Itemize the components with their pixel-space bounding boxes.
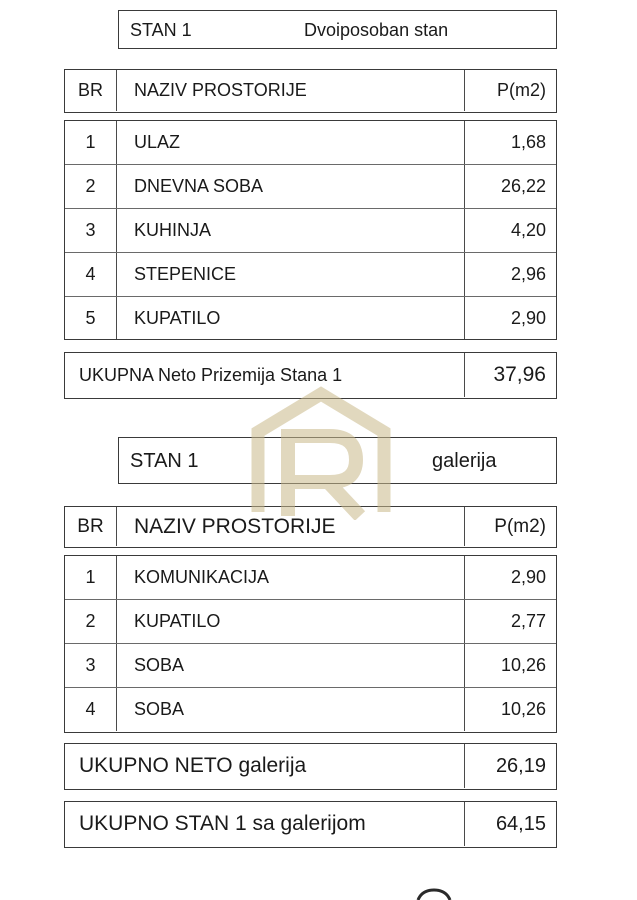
room-name: KUPATILO — [134, 307, 221, 328]
table-row — [65, 643, 556, 687]
row-number: 1 — [65, 121, 117, 164]
section1-type-label: Dvoiposoban stan — [304, 20, 449, 40]
column-name: NAZIV PROSTORIJE — [134, 80, 307, 100]
table-row — [65, 687, 556, 731]
room-area: 10,26 — [464, 644, 556, 687]
room-area: 2,77 — [464, 600, 556, 643]
section2-total — [64, 743, 557, 790]
room-area: 4,20 — [464, 209, 556, 252]
section2-column-header — [64, 506, 557, 548]
table-row — [65, 556, 556, 599]
grand-total-value: 64,15 — [464, 802, 556, 846]
table-row — [65, 121, 556, 164]
room-area: 10,26 — [464, 688, 556, 731]
room-area: 26,22 — [464, 165, 556, 208]
room-name: SOBA — [134, 699, 185, 719]
section2-stan-label: STAN 1 — [130, 450, 199, 472]
section1-column-header — [64, 69, 557, 113]
section2-total-label: UKUPNO NETO galerija — [79, 754, 307, 777]
room-area: 2,90 — [464, 556, 556, 599]
room-name: KUPATILO — [134, 611, 221, 631]
row-number: 4 — [65, 688, 117, 731]
column-area: P(m2) — [464, 507, 556, 546]
grand-total-label: UKUPNO STAN 1 sa galerijom — [79, 812, 366, 835]
section2-table — [64, 555, 557, 733]
grand-total — [64, 801, 557, 848]
table-row — [65, 252, 556, 296]
section1-total-label: UKUPNA Neto Prizemija Stana 1 — [79, 364, 343, 385]
row-number: 1 — [65, 556, 117, 599]
section2-total-value: 26,19 — [464, 744, 556, 788]
section1-total — [64, 352, 557, 399]
room-name: STEPENICE — [134, 264, 237, 284]
row-number: 3 — [65, 644, 117, 687]
section1-header — [118, 10, 557, 49]
section2-header — [118, 437, 557, 484]
column-br: BR — [65, 70, 117, 111]
room-area: 2,90 — [464, 297, 556, 339]
room-name: DNEVNA SOBA — [134, 176, 264, 196]
room-area: 2,96 — [464, 253, 556, 296]
section1-stan-label: STAN 1 — [130, 20, 192, 40]
row-number: 4 — [65, 253, 117, 296]
room-name: KOMUNIKACIJA — [134, 567, 270, 587]
column-area: P(m2) — [464, 70, 556, 111]
room-area: 1,68 — [464, 121, 556, 164]
row-number: 5 — [65, 297, 117, 339]
row-number: 2 — [65, 165, 117, 208]
room-name: KUHINJA — [134, 220, 212, 240]
room-name: SOBA — [134, 655, 185, 675]
section2-type-label: galerija — [432, 450, 497, 472]
section1-table — [64, 120, 557, 340]
room-name: ULAZ — [134, 132, 181, 152]
table-row — [65, 599, 556, 643]
table-row — [65, 296, 556, 339]
row-number: 3 — [65, 209, 117, 252]
bottom-mark-icon — [414, 888, 454, 900]
column-br: BR — [65, 507, 117, 546]
section1-total-value: 37,96 — [464, 353, 556, 397]
table-row — [65, 208, 556, 252]
row-number: 2 — [65, 600, 117, 643]
table-row — [65, 164, 556, 208]
column-name: NAZIV PROSTORIJE — [134, 514, 336, 538]
